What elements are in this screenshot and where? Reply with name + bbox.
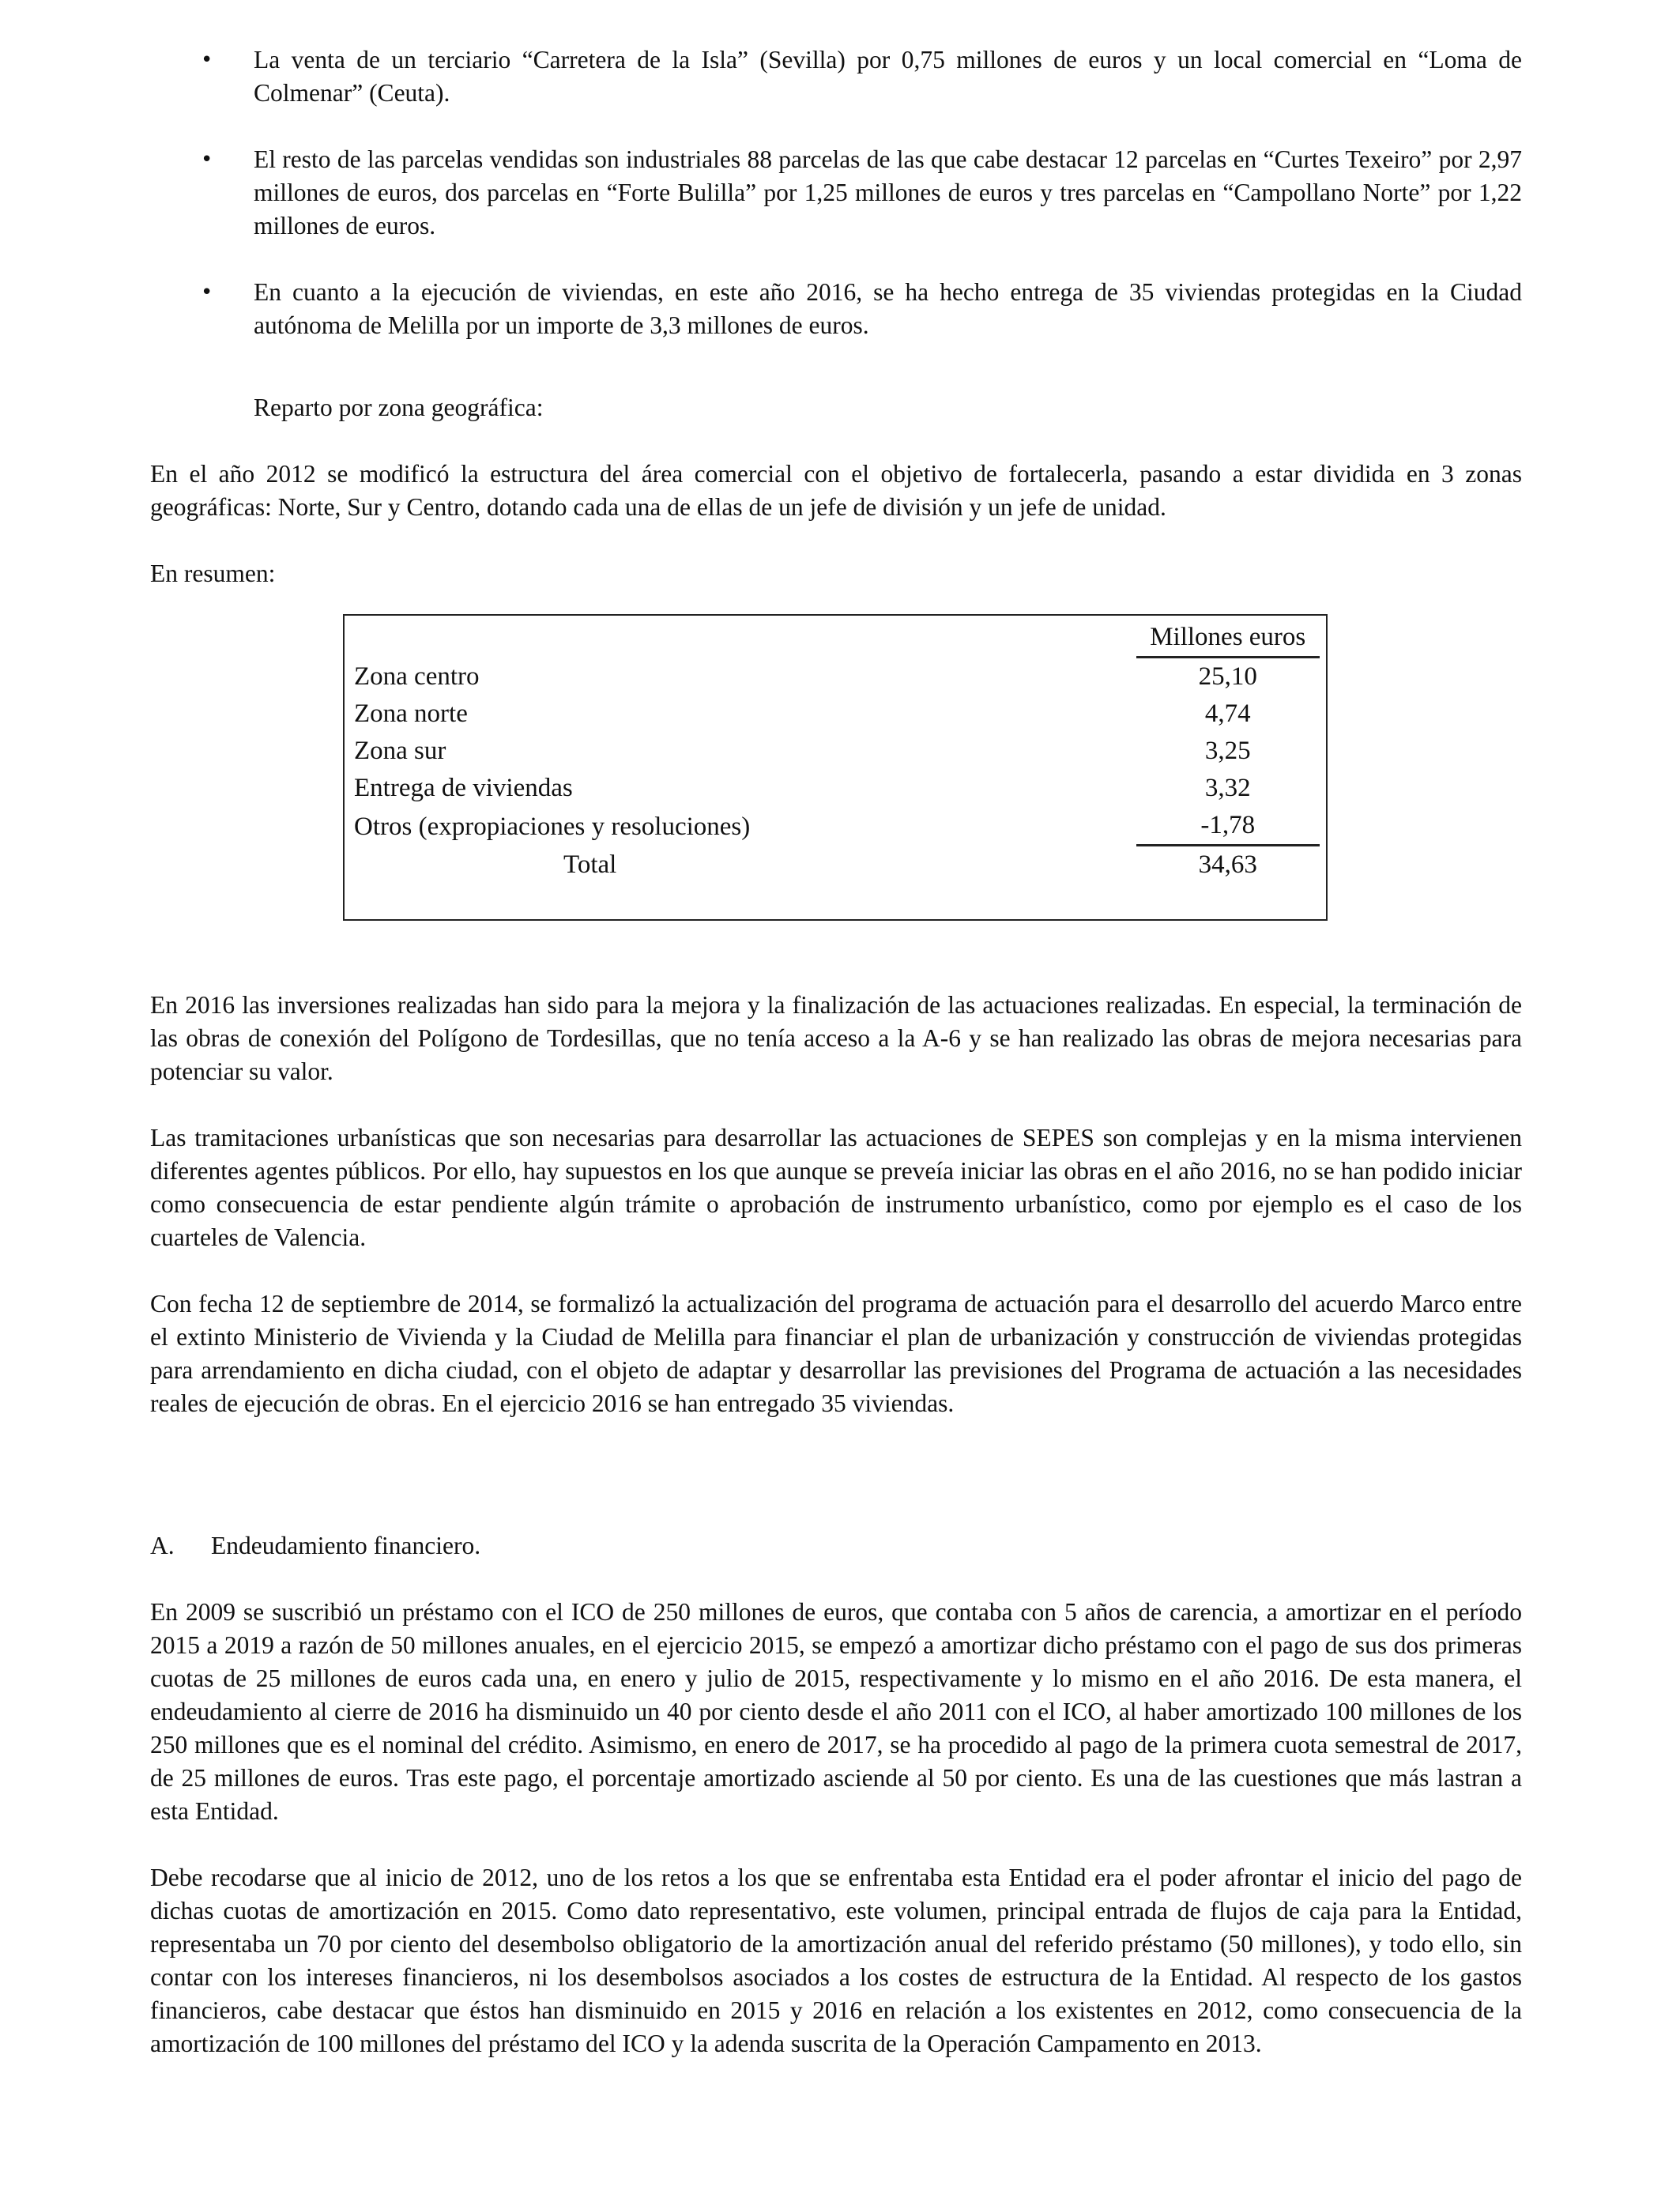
bullet-text: El resto de las parcelas vendidas son industriales 88 parcelas de las que cabe destacar 12 parcelas en “Curtes Texeiro” por 2,97 millones de euros, dos parcelas en “Forte Bulilla” por 1,25 millones de euros y tres parcelas en “Campollano Norte” por 1,22 millones de euros. bbox=[254, 145, 1522, 239]
document-page bbox=[150, 43, 1522, 2060]
table-header-millones: Millones euros bbox=[1136, 619, 1320, 658]
table-row bbox=[354, 696, 1320, 733]
total-value: 34,63 bbox=[1198, 850, 1257, 879]
row-value: 3,25 bbox=[1204, 737, 1251, 765]
paragraph-prestamo-ico: En 2009 se suscribió un préstamo con el ICO de 250 millones de euros, que contaba con 5 años de carencia, a amortizar en el período 2015 a 2019 a razón de 50 millones anuales, en el ejercicio 2015, se empezó a amortizar dicho préstamo con el pago de sus dos primeras cuotas de 25 millones de euros cada una, en enero y julio de 2015, respectivamente y lo mismo en el año 2016. De esta manera, el endeudamiento al cierre de 2016 ha disminuido un 40 por ciento desde el año 2011 con el ICO, al haber amortizado 100 millones de los 250 millones que es el nominal del crédito. Asimismo, en enero de 2017, se ha procedido al pago de la primera cuota semestral de 2017, de 25 millones de euros. Tras este pago, el porcentaje amortizado asciende al 50 por ciento. Es una de las cuestiones que más lastran a esta Entidad. bbox=[150, 1598, 1522, 1825]
summary-table-box bbox=[343, 614, 1328, 921]
bullet-text: La venta de un terciario “Carretera de la Isla” (Sevilla) por 0,75 millones de euros y un local comercial en “Loma de Colmenar” (Ceuta). bbox=[254, 46, 1522, 107]
row-value: -1,78 bbox=[1136, 807, 1320, 846]
total-label: Total bbox=[563, 850, 617, 879]
summary-table bbox=[354, 619, 1320, 884]
row-value: 3,32 bbox=[1204, 774, 1251, 802]
paragraph-tramitaciones: Las tramitaciones urbanísticas que son necesarias para desarrollar las actuaciones de SEPES son complejas y en la misma intervienen diferentes agentes públicos. Por ello, hay supuestos en los que aunque se preveía iniciar las obras en el año 2016, no se han podido iniciar como consecuencia de estar pendiente algún trámite o aprobación de instrumento urbanístico, como por ejemplo es el caso de los cuarteles de Valencia. bbox=[150, 1124, 1522, 1251]
table-total-row bbox=[354, 846, 1320, 884]
table-header-row bbox=[354, 619, 1320, 658]
paragraph-melilla: Con fecha 12 de septiembre de 2014, se formalizó la actualización del programa de actuación para el desarrollo del acuerdo Marco entre el extinto Ministerio de Vivienda y la Ciudad de Melilla para financiar el plan de urbanización y construcción de viviendas protegidas para arrendamiento en dicha ciudad, con el objeto de adaptar y desarrollar las previsiones del Programa de actuación a las necesidades reales de ejecución de obras. En el ejercicio 2016 se han entregado 35 viviendas. bbox=[150, 1290, 1522, 1417]
row-value: 25,10 bbox=[1198, 662, 1257, 691]
bullet-list bbox=[150, 43, 1522, 342]
table-row bbox=[354, 770, 1320, 807]
section-heading bbox=[150, 1529, 1522, 1563]
row-label: Zona norte bbox=[354, 699, 468, 728]
row-label: Otros (expropiaciones y resoluciones) bbox=[354, 812, 751, 841]
bullet-text: En cuanto a la ejecución de viviendas, en este año 2016, se ha hecho entrega de 35 viviendas protegidas en la Ciudad autónoma de Melilla por un importe de 3,3 millones de euros. bbox=[254, 278, 1522, 339]
section-title: Endeudamiento financiero. bbox=[211, 1532, 481, 1559]
paragraph-inversiones: En 2016 las inversiones realizadas han sido para la mejora y la finalización de las actuaciones realizadas. En especial, la terminación de las obras de conexión del Polígono de Tordesillas, que no tenía acceso a la A-6 y se han realizado las obras de mejora necesarias para potenciar su valor. bbox=[150, 991, 1522, 1085]
table-row bbox=[354, 807, 1320, 846]
table-row bbox=[354, 658, 1320, 696]
bullet-icon: • bbox=[201, 48, 213, 72]
paragraph-zonas: En el año 2012 se modificó la estructura del área comercial con el objetivo de fortalecerla, pasando a estar dividida en 3 zonas geográficas: Norte, Sur y Centro, dotando cada una de ellas de un jefe de división y un jefe de unidad. bbox=[150, 460, 1522, 521]
table-row bbox=[354, 733, 1320, 770]
section-letter: A. bbox=[150, 1532, 175, 1559]
row-label: Entrega de viviendas bbox=[354, 774, 573, 802]
row-label: Zona centro bbox=[354, 662, 480, 691]
bullet-icon: • bbox=[201, 281, 213, 304]
bullet-item bbox=[150, 143, 1522, 243]
bullet-icon: • bbox=[201, 148, 213, 172]
resumen-label: En resumen: bbox=[150, 560, 276, 587]
row-value: 4,74 bbox=[1204, 699, 1251, 728]
reparto-heading: Reparto por zona geográfica: bbox=[254, 394, 544, 421]
paragraph-retos-2012: Debe recodarse que al inicio de 2012, uno de los retos a los que se enfrentaba esta Entidad era el poder afrontar el inicio del pago de dichas cuotas de amortización en 2015. Como dato representativo, este volumen, principal entrada de flujos de caja para la Entidad, representaba un 70 por ciento del desembolso obligatorio de la amortización anual del referido préstamo (50 millones), y todo ello, sin contar con los intereses financieros, ni los desembolsos asociados a los costes de estructura de la Entidad. Al respecto de los gastos financieros, cabe destacar que éstos han disminuido en 2015 y 2016 en relación a los existentes en 2012, como consecuencia de la amortización de 100 millones del préstamo del ICO y la adenda suscrita de la Operación Campamento en 2013. bbox=[150, 1864, 1522, 2057]
bullet-item bbox=[150, 276, 1522, 342]
bullet-item bbox=[150, 43, 1522, 110]
row-label: Zona sur bbox=[354, 737, 446, 765]
